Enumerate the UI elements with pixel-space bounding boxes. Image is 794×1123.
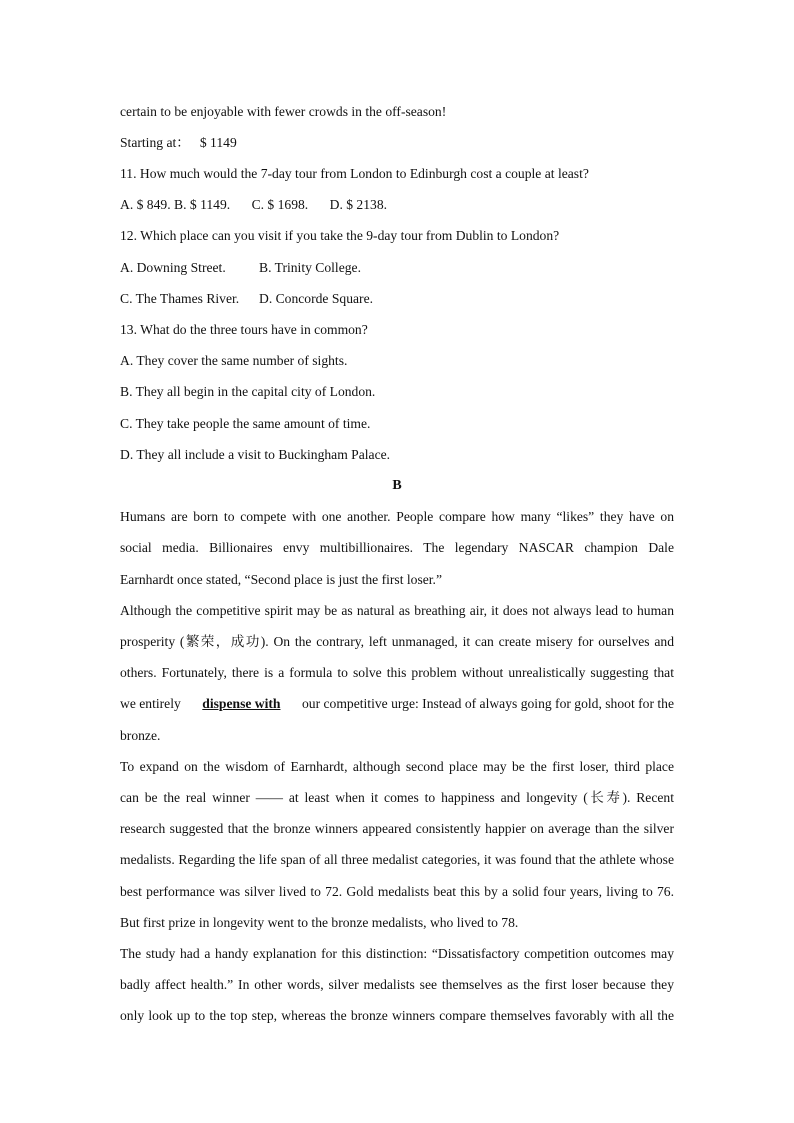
paragraph-line: can be the real winner —— at least when it comes to happiness and longevity (长寿). Recent: [120, 790, 674, 805]
paragraph-line: others. Fortunately, there is a formula to solve this problem without unrealistically suggesting that: [120, 665, 674, 680]
question-12-options-row2: [120, 291, 674, 307]
price-label: Starting at：: [120, 135, 190, 150]
paragraph-line: badly affect health.” In other words, silver medalists see themselves as the first loser because they: [120, 977, 674, 992]
underlined-phrase: dispense with: [202, 696, 281, 711]
option-a: A. $ 849.: [120, 197, 171, 212]
price-value: $ 1149: [199, 135, 237, 150]
paragraph-line: best performance was silver lived to 72. Gold medalists beat this by a solid four years, living to 76.: [120, 884, 674, 899]
price-line: [120, 135, 674, 151]
paragraph-line: Humans are born to compete with one another. People compare how many “likes” they have on: [120, 509, 674, 524]
paragraph-line: The study had a handy explanation for this distinction: “Dissatisfactory competition outcomes may: [120, 946, 674, 961]
paragraph-line: prosperity (繁荣，成功). On the contrary, left unmanaged, it can create misery for ourselves and: [120, 634, 674, 649]
option-d: D. $ 2138.: [329, 197, 388, 212]
option-c: C. $ 1698.: [251, 197, 309, 212]
text-segment: we entirely: [120, 696, 181, 711]
paragraph-line: Although the competitive spirit may be as natural as breathing air, it does not always lead to human: [120, 603, 674, 618]
question-12-options-row1: [120, 260, 674, 276]
paragraph-line: [120, 696, 674, 712]
option-c: C. The Thames River.: [120, 291, 240, 306]
section-heading: B: [392, 478, 402, 493]
question-13-stem: 13. What do the three tours have in common?: [120, 322, 368, 337]
option-a: A. Downing Street.: [120, 260, 226, 275]
passage-text-line: certain to be enjoyable with fewer crowds in the off-season!: [120, 104, 447, 119]
option-a: A. They cover the same number of sights.: [120, 353, 348, 368]
option-c: C. They take people the same amount of time.: [120, 416, 371, 431]
paragraph-line: Earnhardt once stated, “Second place is just the first loser.”: [120, 572, 442, 587]
option-b: B. Trinity College.: [259, 260, 361, 275]
option-d: D. They all include a visit to Buckingham Palace.: [120, 447, 391, 462]
text-segment: our competitive urge: Instead of always going for gold, shoot for the: [302, 696, 674, 711]
paragraph-line: only look up to the top step, whereas the bronze winners compare themselves favorably with all the: [120, 1008, 674, 1023]
option-b: B. $ 1149.: [174, 197, 231, 212]
question-11-options: [120, 197, 674, 213]
paragraph-line: research suggested that the bronze winners appeared consistently happier on average than the silver: [120, 821, 674, 836]
paragraph-line: To expand on the wisdom of Earnhardt, although second place may be the first loser, third place: [120, 759, 674, 774]
question-11-stem: 11. How much would the 7-day tour from London to Edinburgh cost a couple at least?: [120, 166, 589, 181]
option-d: D. Concorde Square.: [259, 291, 374, 306]
paragraph-line: bronze.: [120, 728, 161, 743]
question-12-stem: 12. Which place can you visit if you take the 9-day tour from Dublin to London?: [120, 228, 560, 243]
option-b: B. They all begin in the capital city of London.: [120, 384, 376, 399]
paragraph-line: social media. Billionaires envy multibillionaires. The legendary NASCAR champion Dale: [120, 540, 674, 555]
paragraph-line: But first prize in longevity went to the bronze medalists, who lived to 78.: [120, 915, 519, 930]
paragraph-line: medalists. Regarding the life span of all three medalist categories, it was found that the athlete whose: [120, 852, 674, 867]
